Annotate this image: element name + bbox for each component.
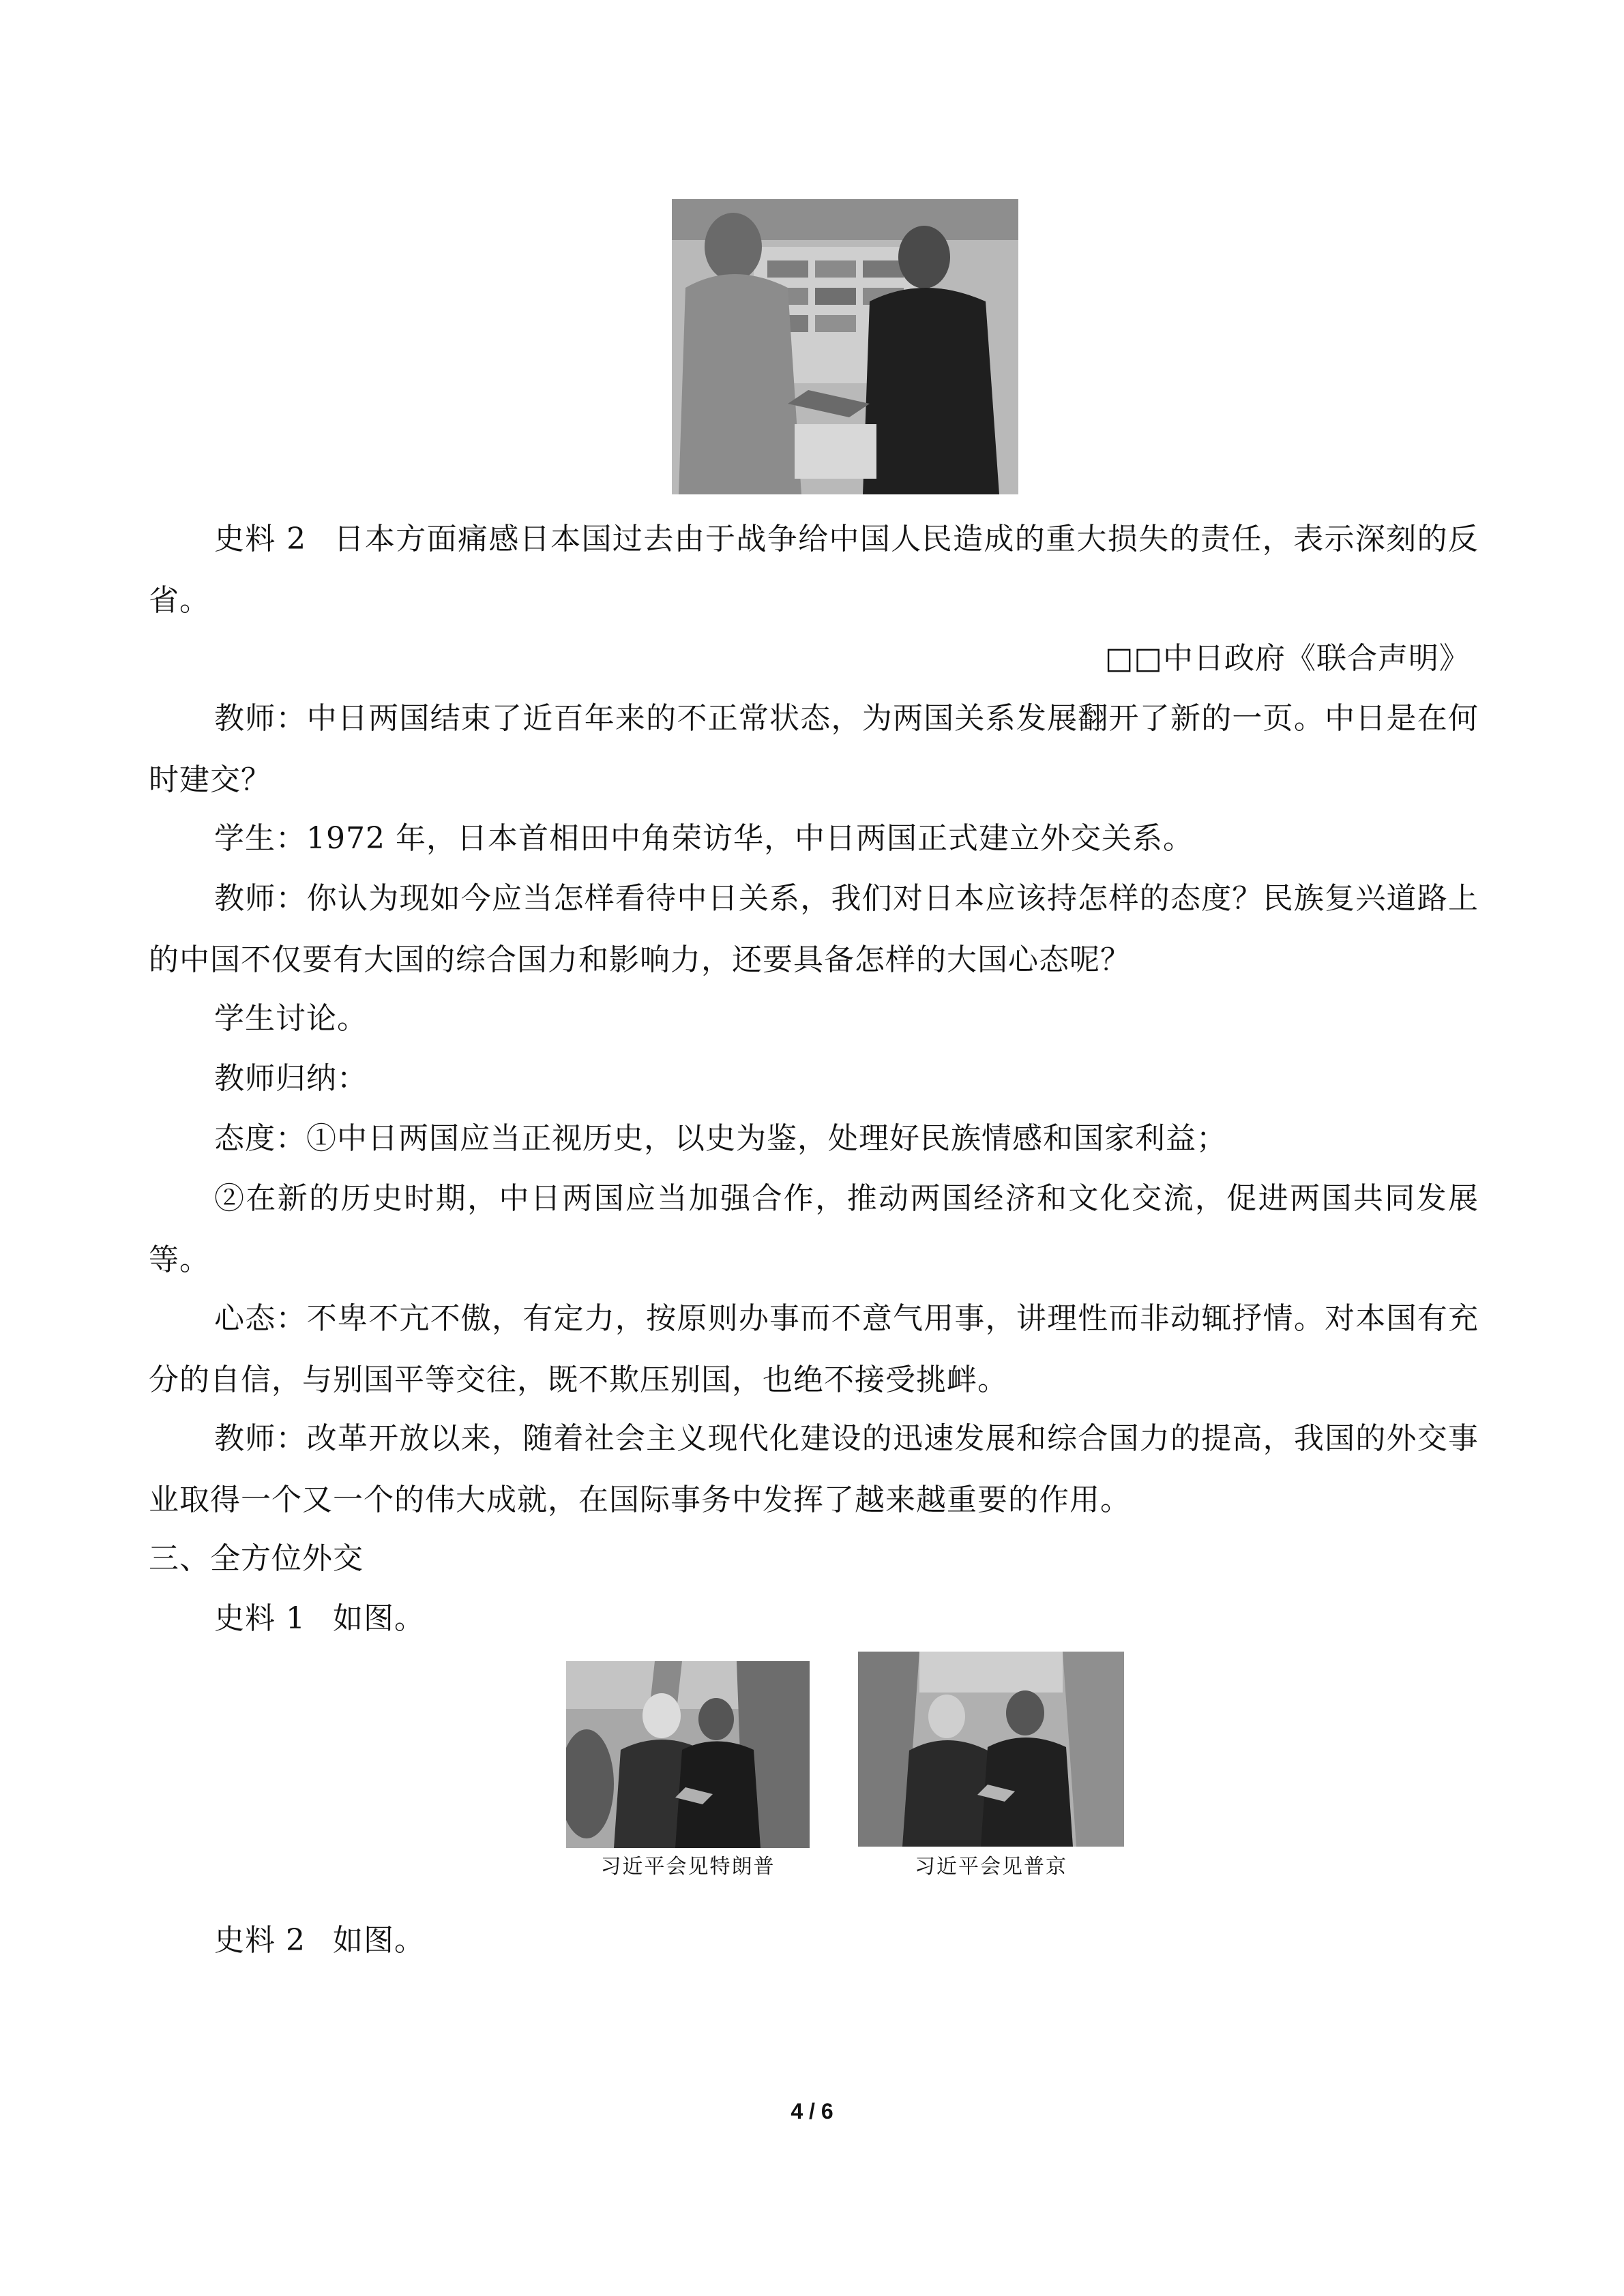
attitude-point-1: 态度：①中日两国应当正视历史，以史为鉴，处理好民族情感和国家利益； [214, 1121, 1227, 1156]
section-b-source2-label: 史料 2 [214, 1923, 306, 1958]
meeting-photo-right [858, 1652, 1124, 1847]
source2-paragraph [149, 509, 1479, 631]
meeting-caption-left: 习近平会见特朗普 [600, 1855, 776, 1879]
meeting-caption-right: 习近平会见普京 [915, 1855, 1067, 1879]
page-number: 4 / 6 [791, 2099, 833, 2123]
section-b-source2-text: 如图。 [332, 1923, 425, 1958]
dialogue-student-2: 学生讨论。 [214, 1001, 368, 1036]
dialogue-student-1: 学生：1972 年，日本首相田中角荣访华，中日两国正式建立外交关系。 [214, 821, 1194, 856]
source2-label: 史料 2 [214, 522, 307, 556]
meeting-photo-left [566, 1661, 810, 1848]
dialogue-teacher-3: 教师：改革开放以来，随着社会主义现代化建设的迅速发展和综合国力的提高，我国的外交事业取得一个又一个的伟大成就，在国际事务中发挥了越来越重要的作用。 [149, 1421, 1479, 1517]
source2-citation: □□中日政府《联合声明》 [1104, 641, 1470, 676]
source2-text: 日本方面痛感日本国过去由于战争给中国人民造成的重大损失的责任，表示深刻的反省。 [149, 522, 1479, 618]
dialogue-teacher-2: 教师：你认为现如今应当怎样看待中日关系，我们对日本应该持怎样的态度？民族复兴道路上的中国不仅要有大国的综合国力和影响力，还要具备怎样的大国心态呢？ [149, 881, 1479, 977]
handshake-photo [672, 199, 1018, 494]
section-b-source1 [149, 1588, 1479, 1650]
dialogue-teacher-1: 教师：中日两国结束了近百年来的不正常状态，为两国关系发展翻开了新的一页。中日是在何时建交？ [149, 701, 1479, 797]
attitude-point-2: ②在新的历史时期，中日两国应当加强合作，推动两国经济和文化交流，促进两国共同发展等。 [149, 1181, 1479, 1277]
section-b-source2 [149, 1910, 1479, 1971]
section-heading: 三、全方位外交 [149, 1541, 364, 1576]
section-b-source1-label: 史料 1 [214, 1601, 306, 1636]
dialogue-teacher-summary: 教师归纳： [214, 1061, 368, 1096]
section-b-source1-text: 如图。 [332, 1601, 425, 1636]
mindset-paragraph: 心态：不卑不亢不傲，有定力，按原则办事而不意气用事，讲理性而非动辄抒情。对本国有充分的自信，与别国平等交往，既不欺压别国，也绝不接受挑衅。 [149, 1301, 1479, 1397]
